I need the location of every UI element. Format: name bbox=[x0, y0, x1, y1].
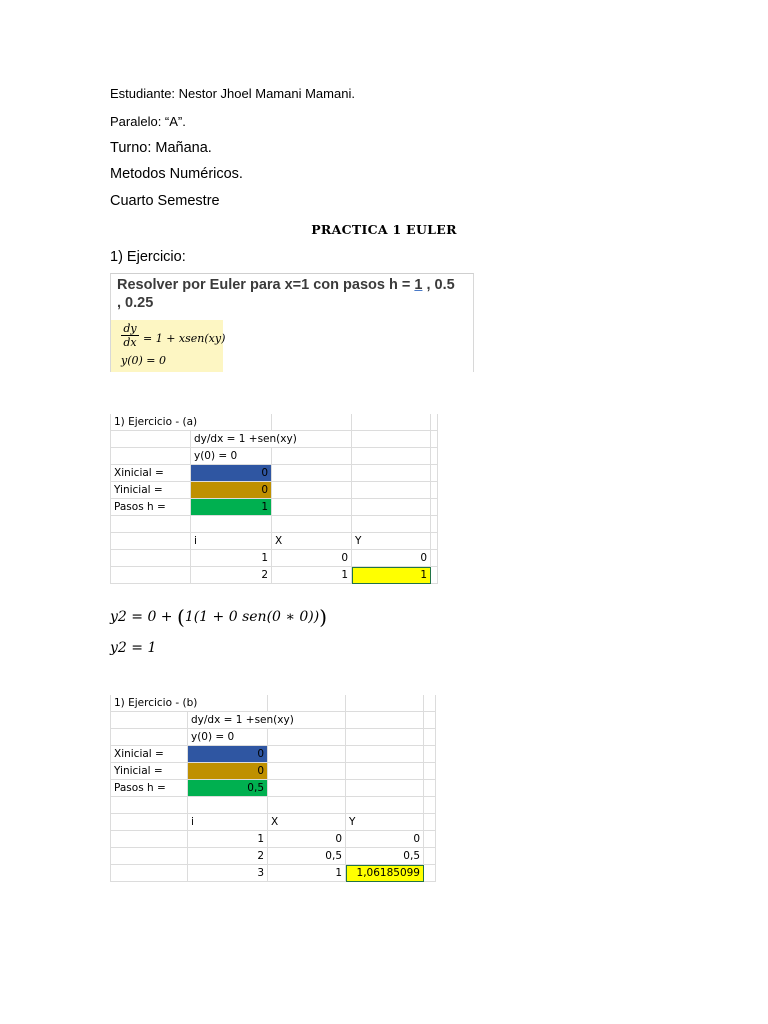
xinicial-label[interactable]: Xinicial = bbox=[111, 746, 188, 763]
cell-x[interactable]: 1 bbox=[272, 567, 352, 584]
table-row bbox=[111, 550, 438, 567]
page-title: PRACTICA 1 EULER bbox=[311, 222, 457, 237]
pasos-value[interactable]: 0,5 bbox=[188, 780, 268, 797]
sheet-title[interactable]: 1) Ejercicio - (b) bbox=[111, 695, 268, 712]
paren-close: ) bbox=[319, 605, 327, 629]
col-header-x[interactable]: X bbox=[272, 533, 352, 550]
student-name: Estudiante: Nestor Jhoel Mamani Mamani. bbox=[110, 86, 355, 101]
initial-cell[interactable]: y(0) = 0 bbox=[188, 729, 268, 746]
calc-line-1: y2 = 0 + (1(1 + 0 sen(0 ∗ 0))) bbox=[110, 605, 327, 629]
table-row bbox=[111, 780, 436, 797]
initial-condition: y(0) = 0 bbox=[121, 354, 167, 367]
exercise-heading: 1) Ejercicio: bbox=[110, 249, 186, 265]
cell-y-result[interactable]: 1 bbox=[352, 567, 431, 584]
table-row bbox=[111, 797, 436, 814]
table-row bbox=[111, 848, 436, 865]
table-row bbox=[111, 431, 438, 448]
table-row bbox=[111, 465, 438, 482]
table-row bbox=[111, 763, 436, 780]
xinicial-label[interactable]: Xinicial = bbox=[111, 465, 191, 482]
problem-box bbox=[110, 273, 474, 372]
sheet-title[interactable]: 1) Ejercicio - (a) bbox=[111, 414, 272, 431]
table-row bbox=[111, 414, 438, 431]
table-row bbox=[111, 482, 438, 499]
pasos-label[interactable]: Pasos h = bbox=[111, 780, 188, 797]
formula-cell[interactable]: dy/dx = 1 +sen(xy) bbox=[191, 431, 352, 448]
paren-open: ( bbox=[177, 605, 185, 629]
calc-line-2: y2 = 1 bbox=[110, 640, 157, 656]
cell-x[interactable]: 1 bbox=[268, 865, 346, 882]
table-row bbox=[111, 729, 436, 746]
col-header-y[interactable]: Y bbox=[346, 814, 424, 831]
cell-y-result[interactable]: 1,06185099 bbox=[346, 865, 424, 882]
turno: Turno: Mañana. bbox=[110, 140, 212, 156]
cell-x[interactable]: 0 bbox=[272, 550, 352, 567]
table-row bbox=[111, 695, 436, 712]
initial-cell[interactable]: y(0) = 0 bbox=[191, 448, 272, 465]
col-header-x[interactable]: X bbox=[268, 814, 346, 831]
cell-y[interactable]: 0,5 bbox=[346, 848, 424, 865]
table-row bbox=[111, 516, 438, 533]
col-header-y[interactable]: Y bbox=[352, 533, 431, 550]
yinicial-value[interactable]: 0 bbox=[188, 763, 268, 780]
table-row bbox=[111, 865, 436, 882]
cell-y[interactable]: 0 bbox=[346, 831, 424, 848]
materia: Metodos Numéricos. bbox=[110, 166, 243, 182]
pasos-label[interactable]: Pasos h = bbox=[111, 499, 191, 516]
table-row bbox=[111, 499, 438, 516]
pasos-value[interactable]: 1 bbox=[191, 499, 272, 516]
cell-x[interactable]: 0 bbox=[268, 831, 346, 848]
problem-statement: Resolver por Euler para x=1 con pasos h = 1 , 0.5 , 0.25 bbox=[117, 277, 455, 311]
formula-cell[interactable]: dy/dx = 1 +sen(xy) bbox=[188, 712, 346, 729]
xinicial-value[interactable]: 0 bbox=[191, 465, 272, 482]
spreadsheet-b bbox=[110, 695, 436, 882]
cell-i[interactable]: 2 bbox=[191, 567, 272, 584]
cell-i[interactable]: 3 bbox=[188, 865, 268, 882]
yinicial-label[interactable]: Yinicial = bbox=[111, 482, 191, 499]
semestre: Cuarto Semestre bbox=[110, 193, 220, 209]
table-row bbox=[111, 814, 436, 831]
paralelo: Paralelo: “A”. bbox=[110, 114, 186, 129]
derivative-fraction: $\frac{dy}{dx}$ bbox=[121, 322, 139, 349]
table-row bbox=[111, 567, 438, 584]
col-header-i[interactable]: i bbox=[188, 814, 268, 831]
table-row bbox=[111, 831, 436, 848]
cell-i[interactable]: 1 bbox=[188, 831, 268, 848]
cell-i[interactable]: 2 bbox=[188, 848, 268, 865]
table-row bbox=[111, 746, 436, 763]
table-row bbox=[111, 533, 438, 550]
yinicial-label[interactable]: Yinicial = bbox=[111, 763, 188, 780]
table-row bbox=[111, 712, 436, 729]
xinicial-value[interactable]: 0 bbox=[188, 746, 268, 763]
cell-x[interactable]: 0,5 bbox=[268, 848, 346, 865]
col-header-i[interactable]: i bbox=[191, 533, 272, 550]
table-row bbox=[111, 448, 438, 465]
equation-rhs: = 1 + xsen(xy) bbox=[143, 332, 226, 345]
yinicial-value[interactable]: 0 bbox=[191, 482, 272, 499]
differential-equation bbox=[111, 320, 226, 372]
cell-y[interactable]: 0 bbox=[352, 550, 431, 567]
spreadsheet-a bbox=[110, 414, 438, 584]
cell-i[interactable]: 1 bbox=[191, 550, 272, 567]
